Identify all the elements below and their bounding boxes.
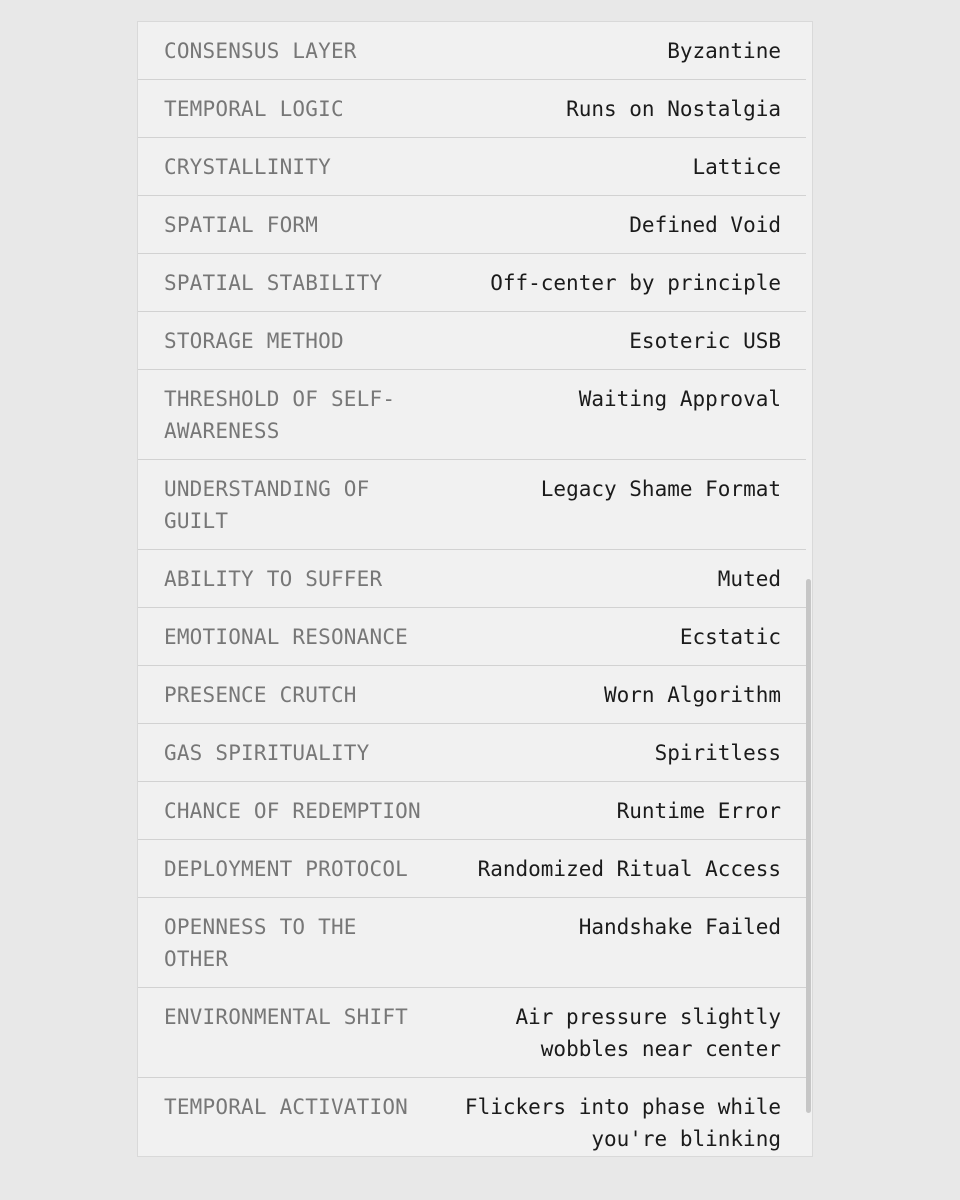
property-row <box>138 782 806 840</box>
property-row <box>138 1078 806 1157</box>
property-key: EMOTIONAL RESONANCE <box>164 625 409 649</box>
property-value: Waiting Approval <box>578 387 781 411</box>
property-value: Flickers into phase while you're blinking <box>464 1095 781 1151</box>
property-row <box>138 254 806 312</box>
property-row <box>138 840 806 898</box>
property-value: Esoteric USB <box>629 329 781 353</box>
property-key: CONSENSUS LAYER <box>164 39 357 63</box>
properties-panel <box>137 21 813 1157</box>
property-key: SPATIAL STABILITY <box>164 271 383 295</box>
property-key: ABILITY TO SUFFER <box>164 567 383 591</box>
property-key: CRYSTALLINITY <box>164 155 331 179</box>
property-value: Ecstatic <box>679 625 781 649</box>
property-row <box>138 196 806 254</box>
property-row <box>138 312 806 370</box>
property-key: DEPLOYMENT PROTOCOL <box>164 857 409 881</box>
property-row <box>138 80 806 138</box>
property-key: ENVIRONMENTAL SHIFT <box>164 1005 409 1029</box>
property-value: Runs on Nostalgia <box>566 97 781 121</box>
property-value: Spiritless <box>654 741 781 765</box>
scrollbar-track[interactable] <box>805 22 812 1156</box>
property-value: Runtime Error <box>616 799 781 823</box>
property-value: Worn Algorithm <box>603 683 781 707</box>
property-key: CHANCE OF REDEMPTION <box>164 799 421 823</box>
property-key: OPENNESS TO THE OTHER <box>164 915 357 971</box>
property-value: Lattice <box>692 155 781 179</box>
property-key: THRESHOLD OF SELF-AWARENESS <box>164 387 396 443</box>
property-row <box>138 724 806 782</box>
scrollbar-thumb[interactable] <box>806 579 811 1113</box>
property-value: Off-center by principle <box>490 271 781 295</box>
property-key: PRESENCE CRUTCH <box>164 683 357 707</box>
property-value: Handshake Failed <box>578 915 781 939</box>
property-value: Randomized Ritual Access <box>477 857 781 881</box>
property-key: UNDERSTANDING OF GUILT <box>164 477 370 533</box>
properties-list <box>138 22 806 1157</box>
property-row <box>138 608 806 666</box>
property-key: SPATIAL FORM <box>164 213 319 237</box>
property-row <box>138 666 806 724</box>
property-value: Muted <box>717 567 781 591</box>
property-value: Legacy Shame Format <box>540 477 781 501</box>
property-row <box>138 898 806 988</box>
property-key: TEMPORAL LOGIC <box>164 97 344 121</box>
property-row <box>138 550 806 608</box>
property-row <box>138 460 806 550</box>
property-row <box>138 138 806 196</box>
property-key: GAS SPIRITUALITY <box>164 741 370 765</box>
property-row <box>138 988 806 1078</box>
property-value: Byzantine <box>667 39 781 63</box>
property-row <box>138 22 806 80</box>
property-key: STORAGE METHOD <box>164 329 344 353</box>
property-row <box>138 370 806 460</box>
property-key: TEMPORAL ACTIVATION <box>164 1095 409 1119</box>
property-value: Defined Void <box>629 213 781 237</box>
property-value: Air pressure slightly wobbles near center <box>515 1005 781 1061</box>
